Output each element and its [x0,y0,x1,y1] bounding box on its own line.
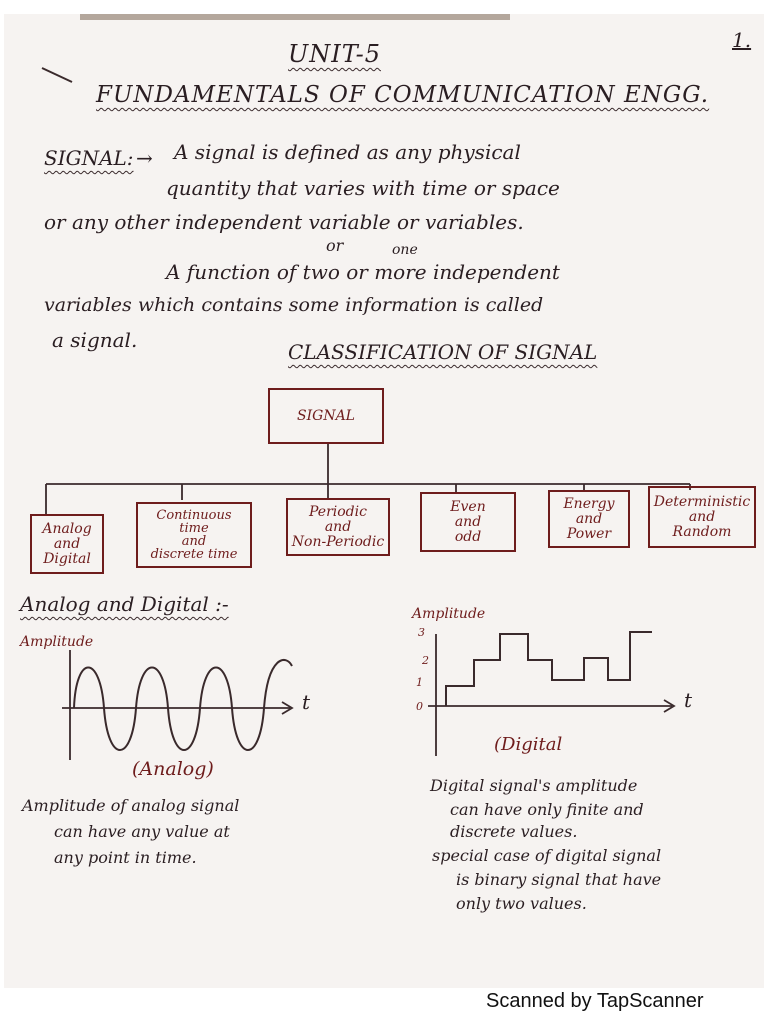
class-label-energy-power: Energy and Power [563,495,615,542]
digital-step-signal [446,632,652,706]
signal-root-label: SIGNAL [297,407,355,424]
correction-word: one [392,242,418,258]
classification-heading: CLASSIFICATION OF SIGNAL [288,340,598,364]
analog-note-line-2: can have any value at [54,822,230,841]
definition-line-3: or any other independent variable or variables. [44,210,524,234]
signal-root-box [268,388,384,444]
digital-tick-3: 3 [418,626,425,639]
digital-tick-1: 1 [416,676,423,689]
class-box-periodic [286,498,390,556]
class-label-even-odd: Even and odd [450,498,486,545]
analog-caption: (Analog) [132,758,214,780]
digital-note-2-line-1: special case of digital signal [432,846,662,865]
unit-heading: UNIT-5 [288,40,381,68]
margin-mark [42,68,72,82]
analog-t-label: t [302,690,311,714]
notebook-page [4,14,764,988]
class-box-energy-power [548,490,630,548]
digital-note-1-line-2: can have only finite and [450,800,644,819]
definition-line-2: quantity that varies with time or space [166,176,560,200]
analog-digital-heading: Analog and Digital :- [20,592,229,616]
alt-definition-line-2: variables which contains some information is called [44,294,544,316]
class-box-continuous-discrete [136,502,252,568]
digital-amplitude-label: Amplitude [412,606,486,622]
digital-note-1-line-1: Digital signal's amplitude [430,776,638,795]
class-label-periodic: Periodic and Non-Periodic [291,503,385,550]
analog-note-line-3: any point in time. [54,848,197,867]
class-box-analog-digital [30,514,104,574]
signal-label: SIGNAL: [44,146,134,170]
digital-note-2-line-2: is binary signal that have [456,870,662,889]
scanner-watermark: Scanned by TapScanner [486,990,704,1012]
class-box-even-odd [420,492,516,552]
definition-arrow: → [136,146,153,170]
alt-definition-line-3: a signal. [52,328,138,352]
digital-tick-0: 0 [416,700,423,713]
digital-caption: (Digital [494,734,563,755]
page-title: FUNDAMENTALS OF COMMUNICATION ENGG. [96,82,710,108]
class-label-continuous-discrete: Continuous time and discrete time [150,508,238,562]
class-label-analog-digital: Analog and Digital [42,520,92,567]
digital-note-1-line-3: discrete values. [450,822,578,841]
analog-note-line-1: Amplitude of analog signal [22,796,240,815]
digital-t-label: t [684,688,693,712]
definition-line-1: A signal is defined as any physical [174,140,521,164]
analog-sine-wave [74,660,292,750]
analog-amplitude-label: Amplitude [20,634,94,650]
digital-tick-2: 2 [422,654,429,667]
class-label-deterministic-random: Deterministic and Random [653,493,751,540]
class-box-deterministic-random [648,486,756,548]
digital-note-2-line-3: only two values. [456,894,587,913]
definition-or: or [326,236,344,255]
page-number: 1. [732,28,752,52]
alt-definition-line-1: A function of two or more independent [166,260,560,284]
